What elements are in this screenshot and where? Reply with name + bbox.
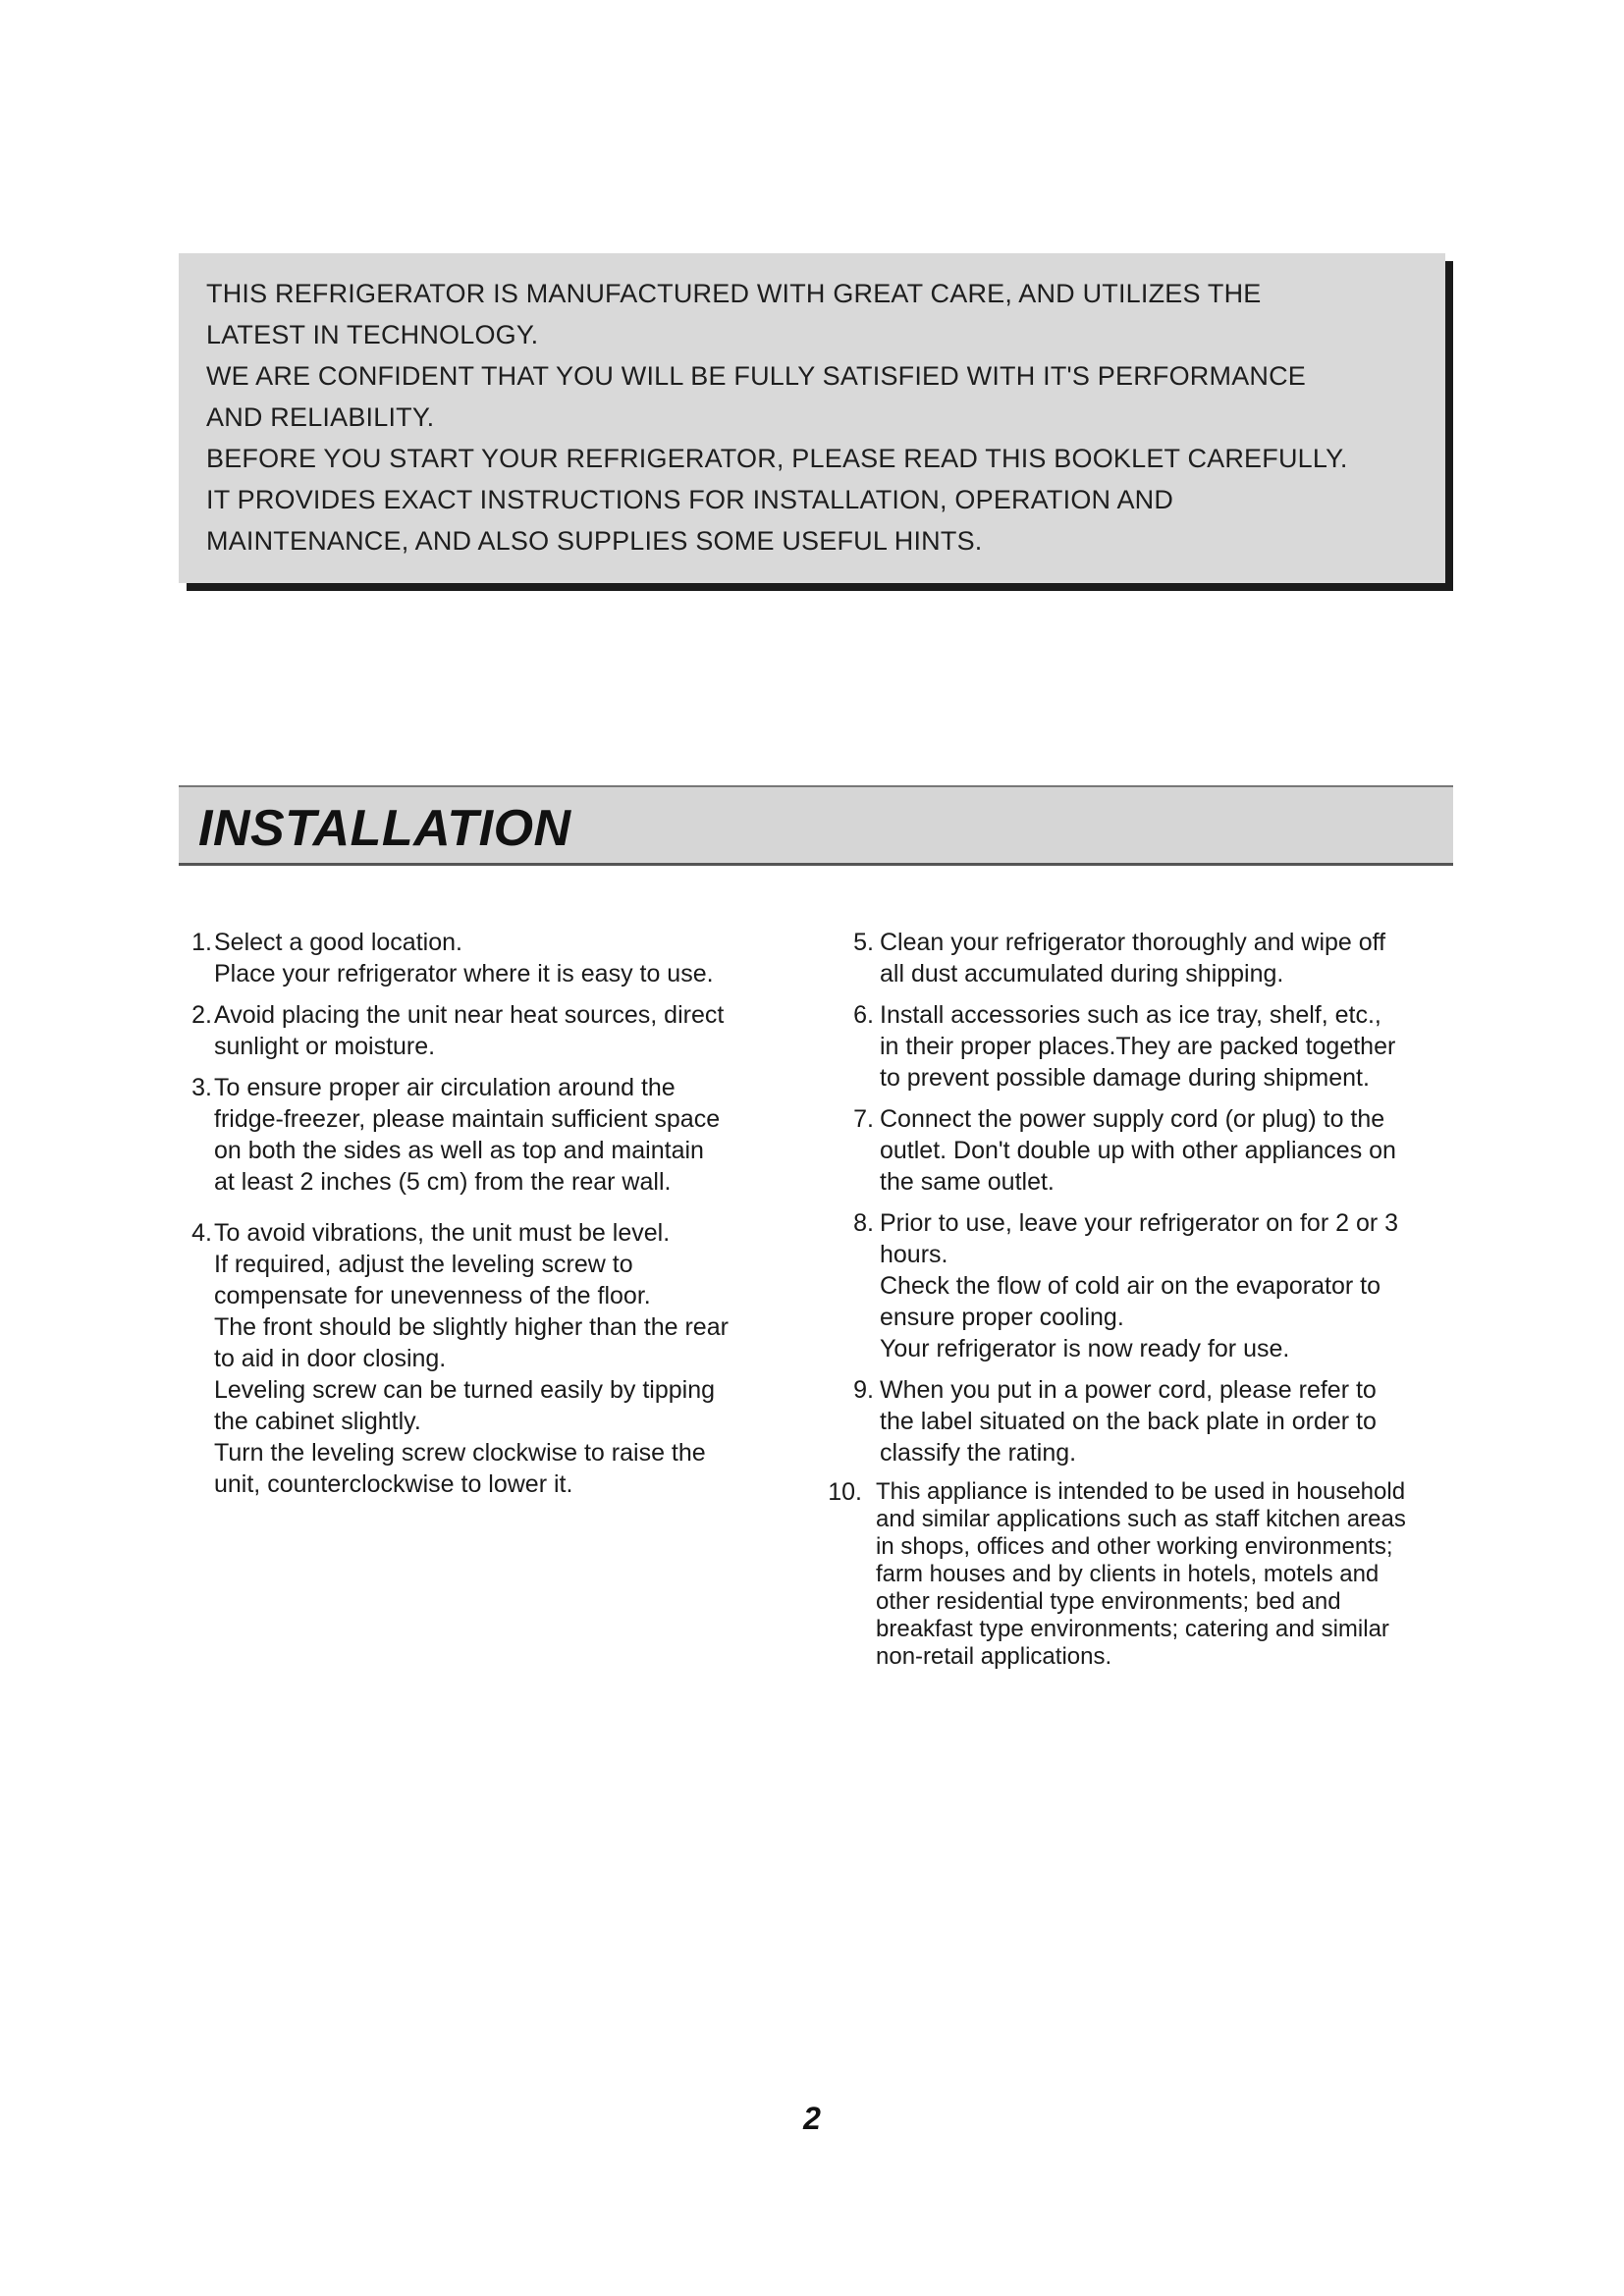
item-number: 7. (853, 1105, 874, 1133)
item-text: in their proper places.They are packed together (880, 1033, 1396, 1060)
item-text: To avoid vibrations, the unit must be level. (214, 1219, 671, 1247)
intro-notice-box (179, 253, 1445, 583)
list-item (823, 1478, 1483, 1671)
list-item (835, 1207, 1483, 1364)
item-text: Place your refrigerator where it is easy to use. (214, 960, 714, 988)
item-text: unit, counterclockwise to lower it. (214, 1470, 573, 1498)
item-text: non-retail applications. (876, 1643, 1112, 1670)
list-item (179, 1072, 787, 1198)
item-text: Prior to use, leave your refrigerator on for 2 or 3 (880, 1209, 1399, 1237)
list-item (835, 1103, 1483, 1198)
intro-line: WE ARE CONFIDENT THAT YOU WILL BE FULLY SATISFIED WITH IT'S PERFORMANCE (206, 361, 1307, 391)
intro-line: THIS REFRIGERATOR IS MANUFACTURED WITH GREAT CARE, AND UTILIZES THE (206, 279, 1262, 308)
section-header (179, 785, 1453, 866)
item-text: to aid in door closing. (214, 1345, 447, 1372)
item-number: 6. (853, 1001, 874, 1029)
item-text: the cabinet slightly. (214, 1408, 421, 1435)
item-text: Turn the leveling screw clockwise to raise the (214, 1439, 706, 1467)
item-text: Select a good location. (214, 929, 462, 956)
item-text: outlet. Don't double up with other appliances on (880, 1137, 1396, 1164)
item-text: Connect the power supply cord (or plug) to the (880, 1105, 1385, 1133)
right-column (828, 927, 1483, 1681)
item-text: in shops, offices and other working environments; (876, 1533, 1393, 1560)
item-text: Leveling screw can be turned easily by tipping (214, 1376, 716, 1404)
item-text: classify the rating. (880, 1439, 1077, 1467)
item-text: sunlight or moisture. (214, 1033, 436, 1060)
item-text: other residential type environments; bed and (876, 1588, 1341, 1615)
item-number: 4. (191, 1219, 212, 1247)
list-item (835, 1374, 1483, 1468)
item-text: Install accessories such as ice tray, shelf, etc., (880, 1001, 1381, 1029)
intro-line: MAINTENANCE, AND ALSO SUPPLIES SOME USEFUL HINTS. (206, 526, 983, 556)
item-text: The front should be slightly higher than the rear (214, 1313, 729, 1341)
item-text: Clean your refrigerator thoroughly and wipe off (880, 929, 1386, 956)
item-text: fridge-freezer, please maintain sufficient space (214, 1105, 721, 1133)
item-text: farm houses and by clients in hotels, motels and (876, 1561, 1380, 1587)
item-text: compensate for unevenness of the floor. (214, 1282, 651, 1309)
item-number: 2. (191, 1001, 212, 1029)
item-text: on both the sides as well as top and maintain (214, 1137, 704, 1164)
item-text: breakfast type environments; catering and similar (876, 1616, 1389, 1642)
item-text: ensure proper cooling. (880, 1304, 1124, 1331)
item-text: Check the flow of cold air on the evaporator to (880, 1272, 1381, 1300)
item-text: at least 2 inches (5 cm) from the rear wall. (214, 1168, 672, 1196)
section-title: INSTALLATION (198, 800, 571, 857)
item-number: 10. (828, 1478, 862, 1506)
item-text: hours. (880, 1241, 948, 1268)
item-number: 9. (853, 1376, 874, 1404)
list-item (179, 1217, 787, 1500)
list-item (179, 927, 787, 989)
item-number: 8. (853, 1209, 874, 1237)
list-item (179, 999, 787, 1062)
intro-line: IT PROVIDES EXACT INSTRUCTIONS FOR INSTALLATION, OPERATION AND (206, 485, 1174, 514)
item-text: Avoid placing the unit near heat sources, direct (214, 1001, 725, 1029)
item-text: the label situated on the back plate in order to (880, 1408, 1377, 1435)
item-number: 1. (191, 929, 212, 956)
item-text: This appliance is intended to be used in household (876, 1478, 1406, 1505)
item-text: all dust accumulated during shipping. (880, 960, 1284, 988)
item-text: to prevent possible damage during shipment. (880, 1064, 1370, 1092)
item-number: 5. (853, 929, 874, 956)
item-text: the same outlet. (880, 1168, 1055, 1196)
item-text: To ensure proper air circulation around the (214, 1074, 676, 1101)
intro-line: BEFORE YOU START YOUR REFRIGERATOR, PLEASE READ THIS BOOKLET CAREFULLY. (206, 444, 1348, 473)
item-text: If required, adjust the leveling screw to (214, 1251, 633, 1278)
item-number: 3. (191, 1074, 212, 1101)
left-column (179, 927, 787, 1510)
list-item (835, 999, 1483, 1094)
item-text: When you put in a power cord, please refer to (880, 1376, 1377, 1404)
item-text: and similar applications such as staff kitchen areas (876, 1506, 1406, 1532)
list-item (835, 927, 1483, 989)
intro-line: AND RELIABILITY. (206, 402, 435, 432)
page-number: 2 (803, 2101, 821, 2136)
intro-line: LATEST IN TECHNOLOGY. (206, 320, 539, 349)
item-text: Your refrigerator is now ready for use. (880, 1335, 1290, 1362)
